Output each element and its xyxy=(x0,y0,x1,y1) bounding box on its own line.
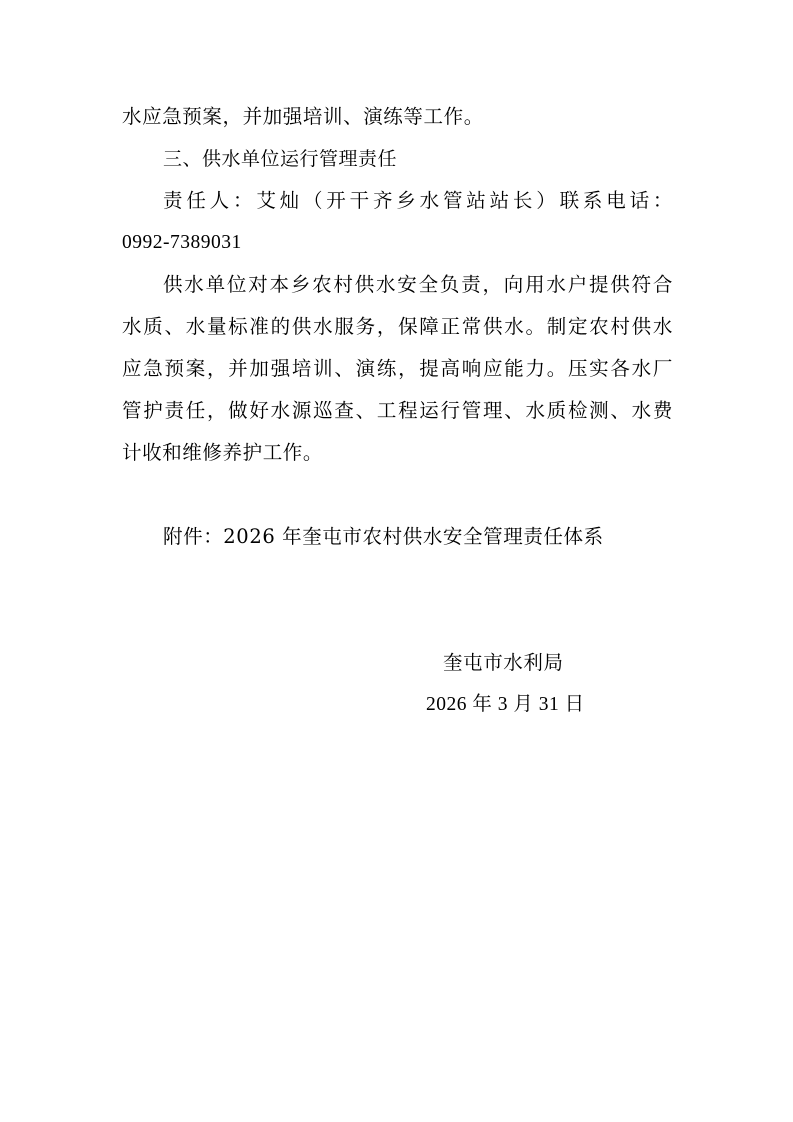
section-heading: 三、供水单位运行管理责任 xyxy=(163,148,398,170)
paragraph-line: 管护责任，做好水源巡查、工程运行管理、水质检测、水费 xyxy=(122,399,673,422)
contact-phone: 0992-7389031 xyxy=(122,232,242,253)
attachment-note: 附件：2026 年奎屯市农村供水安全管理责任体系 xyxy=(163,525,604,548)
paragraph-line: 供水单位对本乡农村供水安全负责，向用水户提供符合 xyxy=(163,273,673,296)
signature-date: 2026 年 3 月 31 日 xyxy=(426,694,585,715)
paragraph-line: 应急预案，并加强培训、演练，提高响应能力。压实各水厂 xyxy=(122,357,673,380)
signature-organization: 奎屯市水利局 xyxy=(443,651,564,674)
responsible-person-line: 责任人：艾灿（开干齐乡水管站站长）联系电话： xyxy=(163,189,673,212)
paragraph-tail: 水应急预案，并加强培训、演练等工作。 xyxy=(122,105,484,128)
paragraph-line: 计收和维修养护工作。 xyxy=(122,441,324,464)
paragraph-line: 水质、水量标准的供水服务，保障正常供水。制定农村供水 xyxy=(122,315,673,338)
